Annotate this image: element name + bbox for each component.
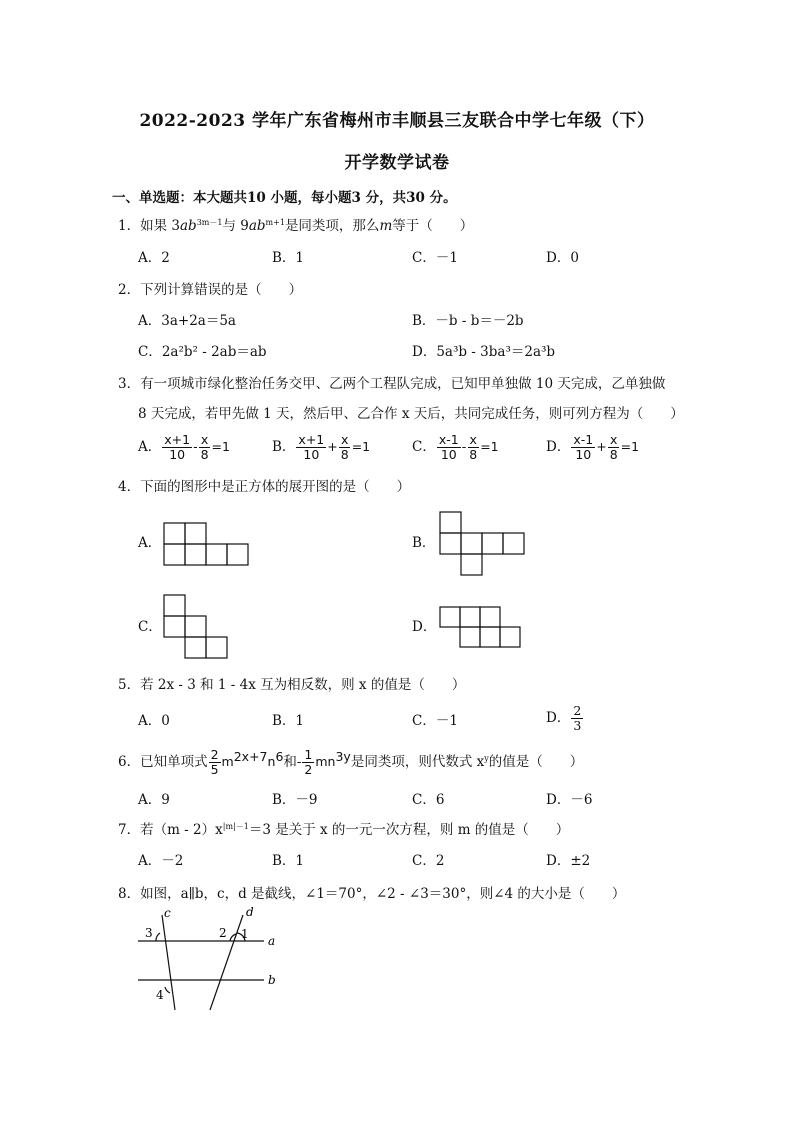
q1-option-c[interactable]: C．－1 <box>412 250 458 266</box>
q5-option-c[interactable]: C．－1 <box>412 713 458 729</box>
label-2: 2 <box>219 926 227 940</box>
question-4: 4．下面的图形中是正方体的展开图的是（ ） <box>118 479 411 495</box>
q7-option-a[interactable]: A．－2 <box>138 853 184 869</box>
fraction: $\frac{x}{8}$ <box>469 432 478 462</box>
fraction: $\frac{x}{8}$ <box>340 432 349 462</box>
q1-option-d[interactable]: D．0 <box>546 250 579 266</box>
q4-option-a-label[interactable]: A． <box>138 535 162 551</box>
q1-option-a[interactable]: A．2 <box>138 250 170 266</box>
q6-option-c[interactable]: C．6 <box>412 792 445 808</box>
q2-option-b[interactable]: B．－b - b＝－2b <box>412 313 524 329</box>
question-2: 2．下列计算错误的是（ ） <box>118 282 303 298</box>
fraction: $\frac{x-1}{10}$ <box>573 432 594 462</box>
label-3: 3 <box>145 926 153 940</box>
q6-option-d[interactable]: D．－6 <box>546 792 593 808</box>
exam-title-line1: 2022-2023 学年广东省梅州市丰顺县三友联合中学七年级（下） <box>139 111 655 131</box>
label-a: a <box>268 934 276 948</box>
q3-option-d[interactable]: D． $\frac{x-1}{10}$ + $\frac{x}{8}$ =1 <box>546 432 640 462</box>
fraction: $\frac{x}{8}$ <box>200 432 209 462</box>
q7-option-d[interactable]: D．±2 <box>546 853 591 869</box>
q6-option-a[interactable]: A．9 <box>138 792 170 808</box>
q7-option-c[interactable]: C．2 <box>412 853 445 869</box>
q4-net-c[interactable] <box>162 593 232 661</box>
question-6: 6．已知单项式 $\frac{2}{5}$ $m^{2x+7}n^6$和- $\frac{1}{2}$ $mn^{3y}$是同类项，则代数式 $x^y$的值是（ ） <box>118 747 584 777</box>
fraction: $\frac{x+1}{10}$ <box>164 432 191 462</box>
label-c: c <box>164 906 171 920</box>
question-3-line1: 3．有一项城市绿化整治任务交甲、乙两个工程队完成，已知甲单独做 10 天完成，乙单独做 <box>118 376 666 392</box>
question-7: 7．若$(m - 2)x^{|m|-1}=3$ 是关于 x 的一元一次方程，则 m 的值是（ ） <box>118 822 570 838</box>
question-5: 5．若 2x - 3 和 1 - 4x 互为相反数，则 x 的值是（ ） <box>118 677 466 693</box>
section-heading: 一、单选题：本大题共10 小题，每小题3 分，共30 分。 <box>112 190 457 206</box>
q2-option-c[interactable]: C．2a²b² - 2ab＝ab <box>138 344 267 360</box>
label-4: 4 <box>156 988 164 1002</box>
q3-option-b[interactable]: B． $\frac{x+1}{10}$ + $\frac{x}{8}$ =1 <box>272 432 371 462</box>
line-c <box>162 915 175 1010</box>
label-d: d <box>246 905 254 919</box>
q2-option-d[interactable]: D．5a³b - 3ba³＝2a³b <box>412 344 556 360</box>
q4-option-b-label[interactable]: B． <box>412 535 436 551</box>
q4-net-b[interactable] <box>438 510 530 578</box>
question-3-line2: 8 天完成，若甲先做 1 天，然后甲、乙合作 x 天后，共同完成任务，则可列方程为（ ） <box>138 406 684 422</box>
fraction: $\frac{2}{5}$ <box>210 747 219 777</box>
q1-option-b[interactable]: B．1 <box>272 250 305 266</box>
q5-option-d[interactable]: D． $\frac{2}{3}$ <box>546 703 582 733</box>
q4-option-c-label[interactable]: C． <box>138 619 162 635</box>
q4-net-d[interactable] <box>438 605 524 651</box>
label-b: b <box>268 973 276 987</box>
fraction: $\frac{2}{3}$ <box>573 703 582 733</box>
angle-3-arc <box>156 933 160 941</box>
q6-option-b[interactable]: B．－9 <box>272 792 318 808</box>
fraction: $\frac{x-1}{10}$ <box>438 432 459 462</box>
fraction: $\frac{1}{2}$ <box>304 747 313 777</box>
q4-option-d-label[interactable]: D． <box>412 619 437 635</box>
q5-option-b[interactable]: B．1 <box>272 713 305 729</box>
q3-option-c[interactable]: C． $\frac{x-1}{10}$ - $\frac{x}{8}$ =1 <box>412 432 499 462</box>
question-8: 8．如图，a∥b，c，d 是截线，∠1＝70°，∠2 - ∠3＝30°，则∠4 的大小是（ ） <box>118 886 626 902</box>
q2-option-a[interactable]: A．3a+2a＝5a <box>138 313 236 329</box>
question-1: 1．如果 $3ab^{3m-1}$与 $9ab^{m+1}$是同类项，那么m等于（ ） <box>118 218 474 234</box>
exam-title-line2: 开学数学试卷 <box>344 153 450 173</box>
angle-4-arc <box>165 987 170 993</box>
fraction: $\frac{x}{8}$ <box>609 432 618 462</box>
q3-option-a[interactable]: A． $\frac{x+1}{10}$ - $\frac{x}{8}$ =1 <box>138 432 230 462</box>
label-1: 1 <box>241 927 249 941</box>
parallel-lines-figure <box>130 905 290 1015</box>
q7-option-b[interactable]: B．1 <box>272 853 305 869</box>
q5-option-a[interactable]: A．0 <box>138 713 170 729</box>
q4-net-a[interactable] <box>162 521 252 567</box>
fraction: $\frac{x+1}{10}$ <box>298 432 325 462</box>
